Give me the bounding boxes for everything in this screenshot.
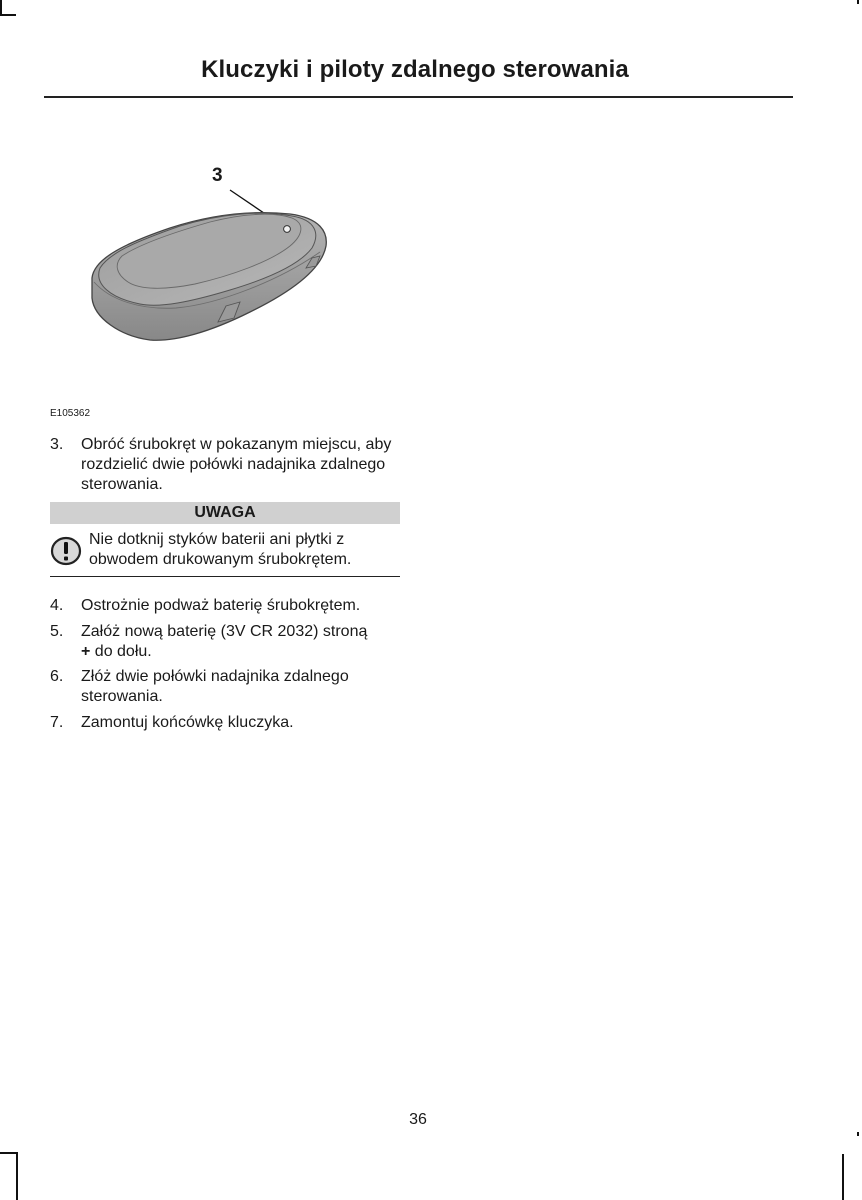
step-number: 3. (50, 436, 64, 453)
step-text: Obróć śrubokręt w pokazanym miejscu, aby rozdzielić dwie połówki nadajnika zdalnego sterowania. (81, 436, 392, 493)
plus-symbol: + (81, 643, 91, 660)
key-fob-illustration (80, 160, 350, 360)
title-divider (44, 96, 793, 98)
crop-mark-right-dot (857, 1132, 859, 1136)
list-item (50, 596, 395, 616)
warning-heading: UWAGA (50, 502, 400, 524)
step-text (81, 622, 395, 662)
page-title: Kluczyki i piloty zdalnego sterowania (201, 56, 629, 83)
crop-mark-bottom-right (842, 1154, 844, 1200)
step-text-part: do dołu. (90, 643, 152, 660)
step-text: Złóż dwie połówki nadajnika zdalnego sterowania. (81, 668, 349, 705)
page-number: 36 (409, 1111, 427, 1128)
step-text: Ostrożnie podważ baterię śrubokrętem. (81, 597, 361, 614)
crop-mark-top-left (0, 14, 16, 16)
step-number: 5. (50, 623, 64, 640)
step-number: 6. (50, 668, 64, 685)
step-text: Zamontuj końcówkę kluczyka. (81, 714, 294, 731)
crop-mark-bottom-left (16, 1152, 18, 1200)
step-number: 7. (50, 714, 64, 731)
list-item (50, 667, 395, 707)
warning-box (50, 524, 400, 577)
list-item (50, 622, 395, 662)
warning-text: Nie dotknij styków baterii ani płytki z obwodem drukowanym śrubokrętem. (89, 531, 352, 568)
list-item (50, 713, 395, 733)
figure-callout-number: 3 (212, 165, 223, 186)
exclamation-circle-icon (50, 535, 84, 567)
figure-code: E105362 (50, 408, 91, 419)
crop-mark-right-dot (857, 0, 859, 4)
list-item (50, 435, 395, 495)
step-number: 4. (50, 597, 64, 614)
step-text-part: Załóż nową baterię (3V CR 2032) stroną (81, 623, 368, 640)
